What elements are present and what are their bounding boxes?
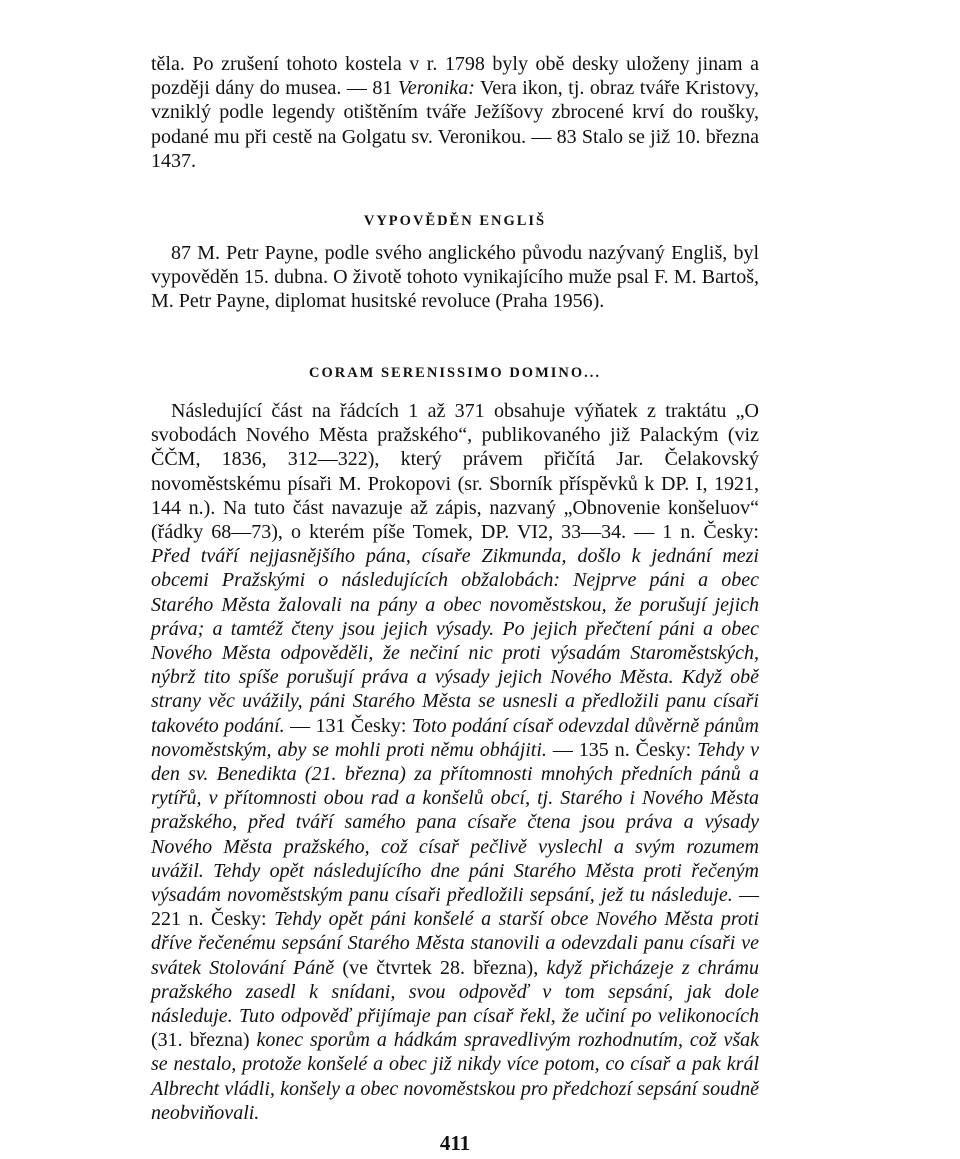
paragraph-intro-text-c: Vera ikon, tj. obraz tváře Kristovy, vzniklý podle legendy otištěním tváře Ježíšovy zbrocené krví do roušky, podané mu při cestě na Golgatu sv. Veronikou. — 83 Stalo se již 10. března 1437. xyxy=(151,77,759,172)
paragraph-tract-italic-j: Tehdy opět páni konšelé a starší obce Nového Města proti dříve řečenému sepsání Starého Města stanovili a odevzdali panu císaři ve svátek Stolování Páně xyxy=(151,908,760,979)
section-heading-coram-serenissimo: CORAM SERENISSIMO DOMINO... xyxy=(308,365,602,381)
paragraph-tract xyxy=(151,399,759,1125)
paragraph-tract-italic-d: Toto podání císař odevzdal důvěrně pánům novoměstským, aby se mohli proti němu obhájiti. xyxy=(151,714,760,761)
paragraph-intro xyxy=(151,52,759,173)
paragraph-payne: 87 M. Petr Payne, podle svého anglického původu nazývaný Engliš, byl vypověděn 15. dubna. O životě tohoto vynikajícího muže psal F. M. Bartoš, M. Petr Payne, diplomat husitské revoluce (Praha 1956). xyxy=(151,242,759,313)
section-heading-vypoveden-englis: VYPOVĚDĚN ENGLIŠ xyxy=(363,213,547,229)
paragraph-intro-text-a: těla. Po zrušení tohoto kostela v r. 1798 byly obě desky uloženy jinam a později dány do musea. — 81 xyxy=(151,53,759,100)
paragraph-tract-text-m: (31. března) xyxy=(151,1029,257,1052)
page-number: 411 xyxy=(439,1131,471,1155)
paragraph-tract-text-c: — 131 Česky: xyxy=(284,714,412,737)
paragraph-tract-italic-h: ) za přítomnosti mnohých předních pánů a rytířů, v přítomnosti obou rad a konšelů obcí, tj. Starého i Nového Města pražského, před tváří samého pana císaře čtena jsou práva a výsady Nového Města pražského, což císař pečlivě vyslechl a svým rozumem uvážil. Tehdy opět následujícího dne páni Starého Města proti řečeným výsadám novoměstským panu císaři předložili sepsání, jež tu následuje. xyxy=(151,763,759,907)
paragraph-tract-italic-b: Před tváří nejjasnějšího pána, císaře Zikmunda, došlo k jednání mezi obcemi Pražskými o následujících obžalobách: Nejprve páni a obec Starého Města žalovali na pány a obec novoměstskou, že porušují jejich práva; a tamtéž čteny jsou jejich výsady. Po jejich přečtení páni a obec Nového Města odpověděli, že nečiní nic proti výsadám Staroměstských, nýbrž tito spíše porušují práva a výsady jejich Nového Města. Když obě strany věc uvážily, páni Starého Města se usnesli a předložili panu císaři takovéto podání. xyxy=(151,545,759,737)
paragraph-tract-text-i: — 221 n. Česky: xyxy=(151,884,760,931)
paragraph-tract-italic-f: Tehdy v den sv. Benedikta ( xyxy=(151,738,760,786)
paragraph-intro-italic-veronika: Veronika: xyxy=(397,77,475,100)
paragraph-tract-italic-g: 21. března xyxy=(311,763,400,786)
paragraph-tract-text-e: — 135 n. Česky: xyxy=(546,738,698,761)
paragraph-tract-italic-n: konec sporům a hádkám spravedlivým rozhodnutím, což však se nestalo, protože konšelé a obec již nikdy více potom, co císař a pak král Albrecht vládli, konšely a obec novoměstskou pro předchozí sepsání soudně neobviňovali. xyxy=(151,1029,759,1124)
paragraph-tract-italic-l: když přicházeje z chrámu pražského zasedl k snídani, svou odpověď v tom sepsání, jak dole následuje. Tuto odpověď přijímaje pan císař řekl, že učiní po velikonocích xyxy=(151,956,759,1028)
page-body xyxy=(151,52,760,1155)
paragraph-tract-text-k: (ve čtvrtek 28. března), xyxy=(334,956,547,979)
paragraph-tract-text-a: Následující část na řádcích 1 až 371 obsahuje výňatek z traktátu „O svobodách Nového Města pražského“, publikovaného již Palackým (viz ČČM, 1836, 312—322), který právem přičítá Jar. Čelakovský novoměstskému písaři M. Prokopovi (sr. Sborník příspěvků k DP. I, 1921, 144 n.). Na tuto část navazuje až zápis, nazvaný „Obnovenie konšeluov“ (řádky 68—73), o kterém píše Tomek, DP. VI2, 33—34. — 1 n. Česky: xyxy=(151,400,759,544)
